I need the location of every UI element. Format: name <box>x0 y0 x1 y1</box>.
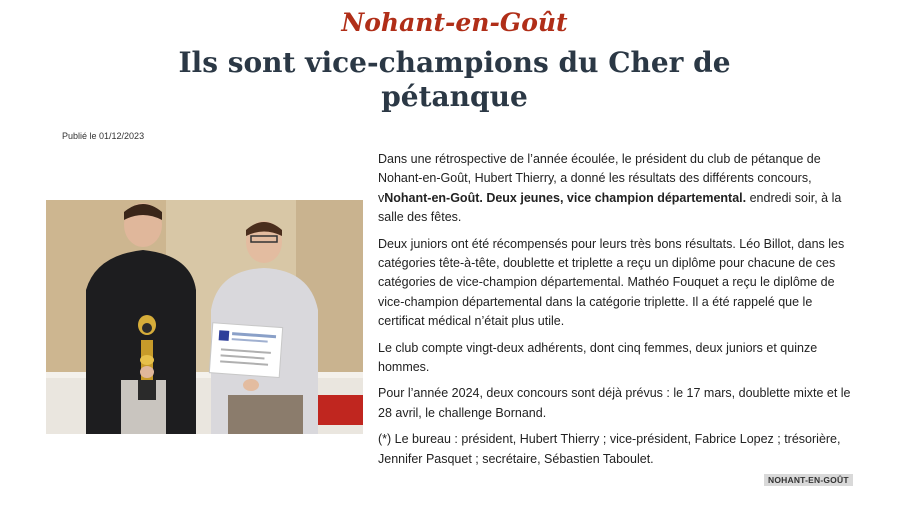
paragraph-intro <box>378 150 854 228</box>
article-body <box>378 150 854 476</box>
photo-illustration <box>46 200 363 434</box>
intro-text: Dans une rétrospective de l’année écoulée, le président du club de pétanque de Nohant-en-Goût, Hubert Thierry, a donné les résultats des différents concours, v <box>378 152 821 205</box>
paragraph-board: (*) Le bureau : président, Hubert Thierry ; vice-président, Fabrice Lopez ; trésorière, Jennifer Pasquet ; secrétaire, Sébastien Taboulet. <box>378 432 841 466</box>
article-photo[interactable] <box>46 200 363 434</box>
publication-date: Publié le 01/12/2023 <box>62 131 145 141</box>
article-headline: Ils sont vice-champions du Cher de pétanque <box>178 46 731 113</box>
paragraph-awards: Deux juniors ont été récompensés pour leurs très bons résultats. Léo Billot, dans les catégories tête-à-tête, doublette et triplette a reçu un diplôme pour chacune de ces catégories de vice-champion départemental. Mathéo Fouquet a reçu le diplôme de vice-champion départemental dans la catégorie triplette. Il a été rappelé que le certificat médical n’était plus utile. <box>378 236 845 329</box>
paragraph-members: Le club compte vingt-deux adhérents, dont cinq femmes, deux juniors et quinze hommes. <box>378 340 818 375</box>
article-kicker: Nohant-en-Goût <box>341 8 568 37</box>
location-tag[interactable]: NOHANT-EN-GOÛT <box>764 474 853 486</box>
paragraph-events: Pour l’année 2024, deux concours sont déjà prévus : le 17 mars, doublette mixte et le 28 avril, le challenge Bornand. <box>378 386 851 420</box>
intro-tail: endredi soir, à la salle des fêtes. <box>378 190 842 225</box>
intro-bold: Nohant-en-Goût. Deux jeunes, vice champion départemental. <box>384 190 747 205</box>
